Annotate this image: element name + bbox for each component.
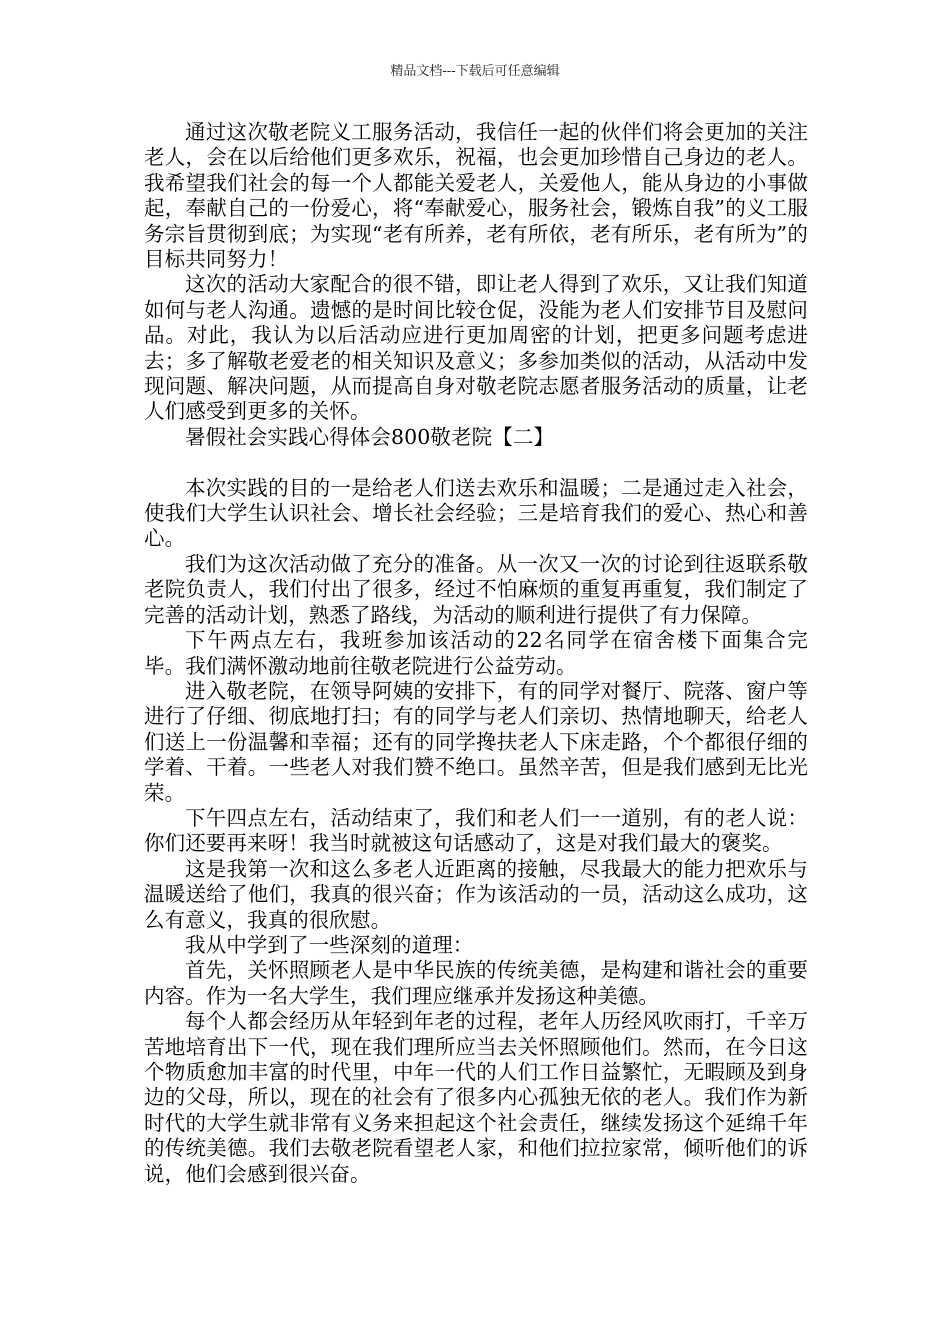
page-header: 精品文档---下载后可任意编辑 — [390, 64, 560, 79]
paragraph: 这次的活动大家配合的很不错，即让老人得到了欢乐，又让我们知道如何与老人沟通。遗憾的是时间比较仓促，没能为老人们安排节目及慰问品。对此，我认为以后活动应进行更加周密的计划，把更多问题考虑进去；多了解敬老爱老的相关知识及意义；多参加类似的活动，从活动中发现问题、解决问题，从而提高自身对敬老院志愿者服务活动的质量，让老人们感受到更多的关怀。 — [144, 272, 808, 424]
paragraph: 这是我第一次和这么多老人近距离的接触，尽我最大的能力把欢乐与温暖送给了他们，我真的很兴奋；作为该活动的一员，活动这么成功，这么有意义，我真的很欣慰。 — [144, 856, 808, 932]
paragraph: 本次实践的目的一是给老人们送去欢乐和温暖；二是通过走入社会，使我们大学生认识社会、增长社会经验；三是培育我们的爱心、热心和善心。 — [144, 475, 808, 551]
paragraph: 首先，关怀照顾老人是中华民族的传统美德，是构建和谐社会的重要内容。作为一名大学生，我们理应继承并发扬这种美德。 — [144, 958, 808, 1008]
paragraph: 我们为这次活动做了充分的准备。从一次又一次的讨论到往返联系敬老院负责人，我们付出了很多，经过不怕麻烦的重复再重复，我们制定了完善的活动计划，熟悉了路线，为活动的顺利进行提供了有力保障。 — [144, 551, 808, 627]
section-heading: 暑假社会实践心得体会800敬老院【二】 — [185, 424, 555, 449]
document-body — [144, 120, 808, 1187]
paragraph: 每个人都会经历从年轻到年老的过程，老年人历经风吹雨打，千辛万苦地培育出下一代，现在我们理所应当去关怀照顾他们。然而，在今日这个物质愈加丰富的时代里，中年一代的人们工作日益繁忙，无暇顾及到身边的父母，所以，现在的社会有了很多内心孤独无依的老人。我们作为新时代的大学生就非常有义务来担起这个社会责任，继续发扬这个延绵千年的传统美德。我们去敬老院看望老人家，和他们拉拉家常，倾听他们的诉说，他们会感到很兴奋。 — [144, 1009, 808, 1186]
paragraph: 进入敬老院，在领导阿姨的安排下，有的同学对餐厅、院落、窗户等进行了仔细、彻底地打扫；有的同学与老人们亲切、热情地聊天，给老人们送上一份温馨和幸福；还有的同学搀扶老人下床走路，个个都很仔细的学着、干着。一些老人对我们赞不绝口。虽然辛苦，但是我们感到无比光荣。 — [144, 678, 808, 805]
paragraph: 我从中学到了一些深刻的道理： — [185, 932, 474, 957]
paragraph: 下午两点左右，我班参加该活动的22名同学在宿舍楼下面集合完毕。我们满怀激动地前往敬老院进行公益劳动。 — [144, 628, 808, 678]
paragraph: 下午四点左右，活动结束了，我们和老人们一一道别，有的老人说：你们还要再来呀！我当时就被这句话感动了，这是对我们最大的褒奖。 — [144, 805, 808, 856]
paragraph: 通过这次敬老院义工服务活动，我信任一起的伙伴们将会更加的关注老人，会在以后给他们更多欢乐，祝福，也会更加珍惜自己身边的老人。我希望我们社会的每一个人都能关爱老人，关爱他人，能从身边的小事做起，奉献自己的一份爱心，将“奉献爱心，服务社会，锻炼自我”的义工服务宗旨贯彻到底；为实现“老有所养，老有所依，老有所乐，老有所为”的目标共同努力！ — [144, 120, 808, 272]
